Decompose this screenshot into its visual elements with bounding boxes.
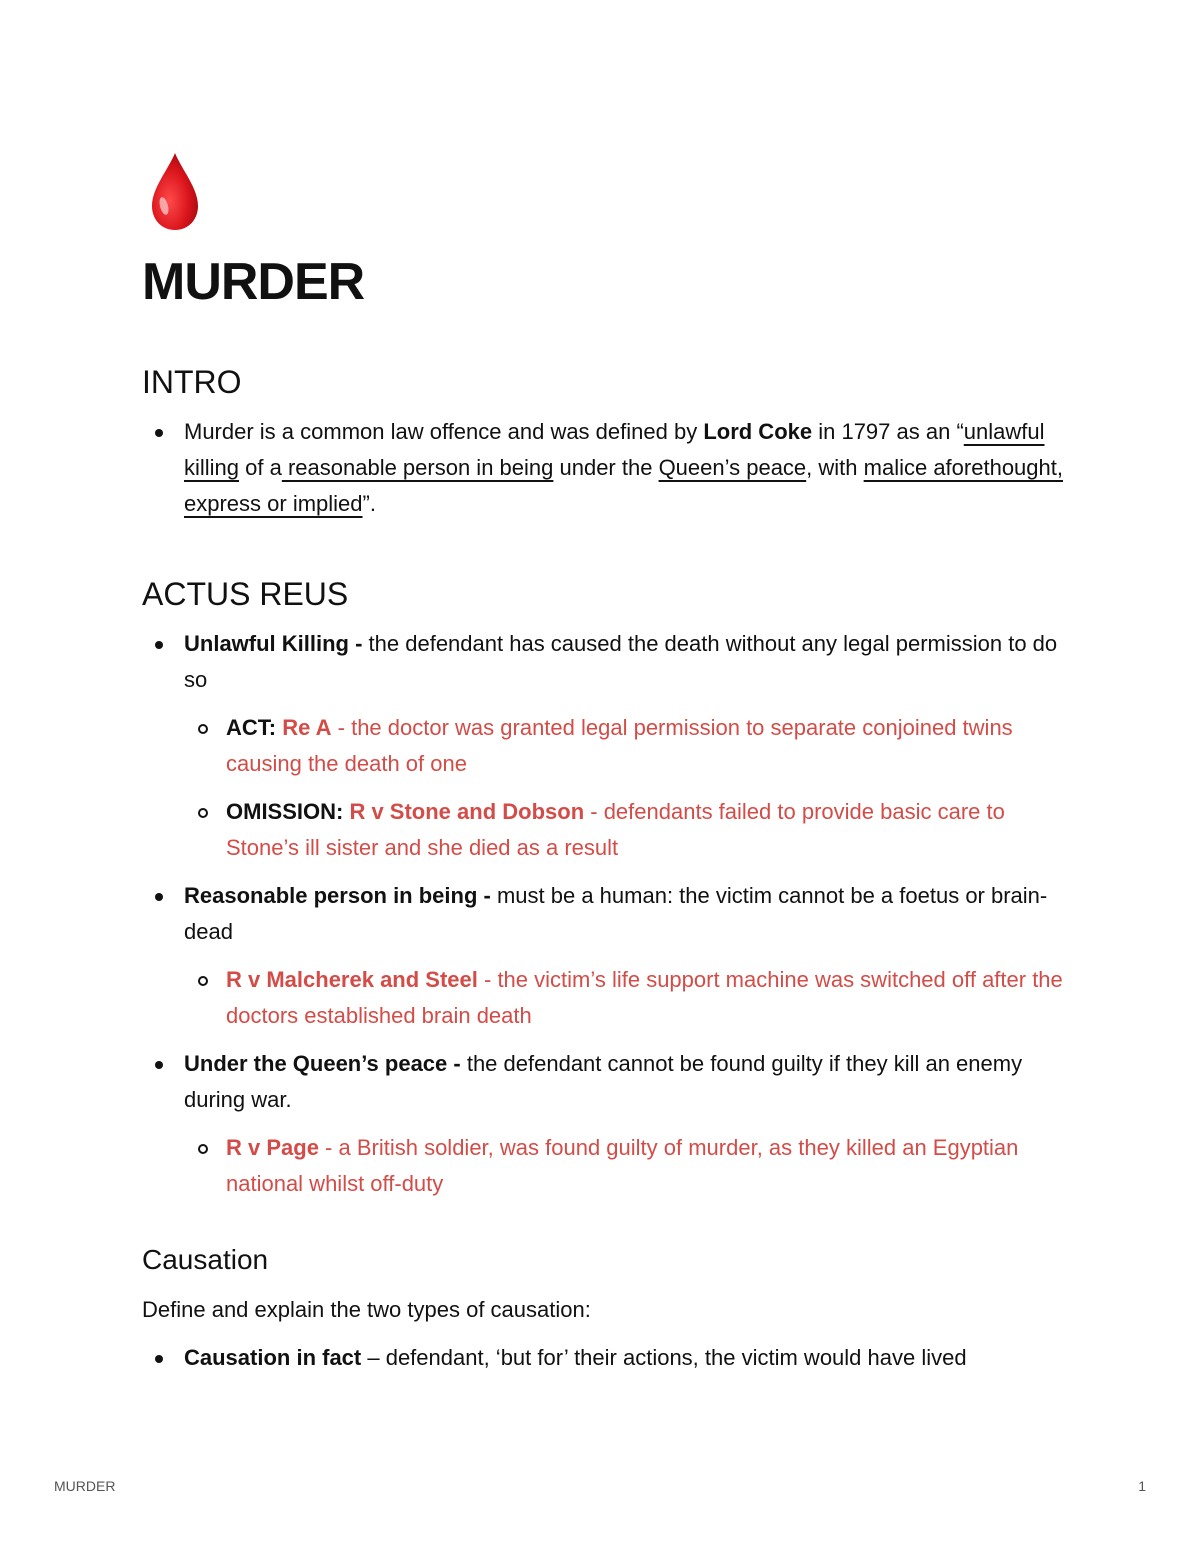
document-page	[142, 150, 1072, 1376]
case-text: - a British soldier, was found guilty of murder, as they killed an Egyptian national whilst off-duty	[226, 1135, 1019, 1196]
case-text: - the victim’s life support machine was switched off after the doctors established brain death	[226, 967, 1063, 1028]
unlawful-killing-term: unlawful killing	[184, 419, 1045, 480]
case-text: - the doctor was granted legal permission to separate conjoined twins causing the death of one	[226, 715, 1013, 776]
case-prefix: OMISSION:	[226, 799, 350, 824]
actus-reus-list	[142, 626, 1072, 1202]
item-text: – defendant, ‘but for’ their actions, the victim would have lived	[361, 1345, 967, 1370]
case-list	[184, 962, 1072, 1034]
case-list	[184, 1130, 1072, 1202]
case-item	[184, 794, 1072, 866]
queens-peace-term: Queen’s peace	[658, 455, 807, 480]
list-item	[142, 878, 1072, 1034]
list-item	[142, 626, 1072, 866]
item-label: Under the Queen’s peace -	[184, 1051, 467, 1076]
drop-of-blood-icon	[142, 150, 208, 234]
intro-list	[142, 414, 1072, 522]
lord-coke: Lord Coke	[703, 419, 813, 444]
list-item	[142, 414, 1072, 522]
text-span: ”.	[362, 491, 376, 516]
list-item	[142, 1340, 1072, 1376]
case-name: R v Stone and Dobson	[349, 799, 585, 824]
text-span: under the	[553, 455, 659, 480]
text-span: , with	[806, 455, 864, 480]
case-prefix: ACT:	[226, 715, 283, 740]
case-item	[184, 962, 1072, 1034]
causation-heading: Causation	[142, 1244, 269, 1275]
page-number: 1	[1138, 1478, 1146, 1494]
text-span: Murder is a common law offence and was defined by	[184, 419, 704, 444]
case-text: - defendants failed to provide basic care to Stone’s ill sister and she died as a result	[226, 799, 1005, 860]
case-name: Re A	[282, 715, 332, 740]
item-text: the defendant cannot be found guilty if they kill an enemy during war.	[184, 1051, 1023, 1112]
malice-term: malice aforethought, express or implied	[184, 455, 1063, 516]
reasonable-person-term: reasonable person in being	[281, 455, 554, 480]
item-text: the defendant has caused the death without any legal permission to do so	[184, 631, 1058, 692]
item-label: Reasonable person in being -	[184, 883, 497, 908]
actus-reus-heading: ACTUS REUS	[142, 576, 349, 612]
item-label: Unlawful Killing -	[184, 631, 369, 656]
case-name: R v Page	[226, 1135, 319, 1160]
causation-intro: Define and explain the two types of causation:	[142, 1297, 591, 1322]
case-list	[184, 710, 1072, 866]
item-text: must be a human: the victim cannot be a foetus or brain-dead	[184, 883, 1048, 944]
list-item	[142, 1046, 1072, 1202]
causation-list	[142, 1340, 1072, 1376]
case-item	[184, 1130, 1072, 1202]
page-title: MURDER	[142, 253, 365, 311]
text-span: in 1797 as an “	[812, 419, 964, 444]
case-name: R v Malcherek and Steel	[226, 967, 478, 992]
intro-heading: INTRO	[142, 364, 242, 400]
case-item	[184, 710, 1072, 782]
item-label: Causation in fact	[184, 1345, 362, 1370]
text-span: of a	[239, 455, 282, 480]
footer-title: MURDER	[54, 1478, 116, 1494]
